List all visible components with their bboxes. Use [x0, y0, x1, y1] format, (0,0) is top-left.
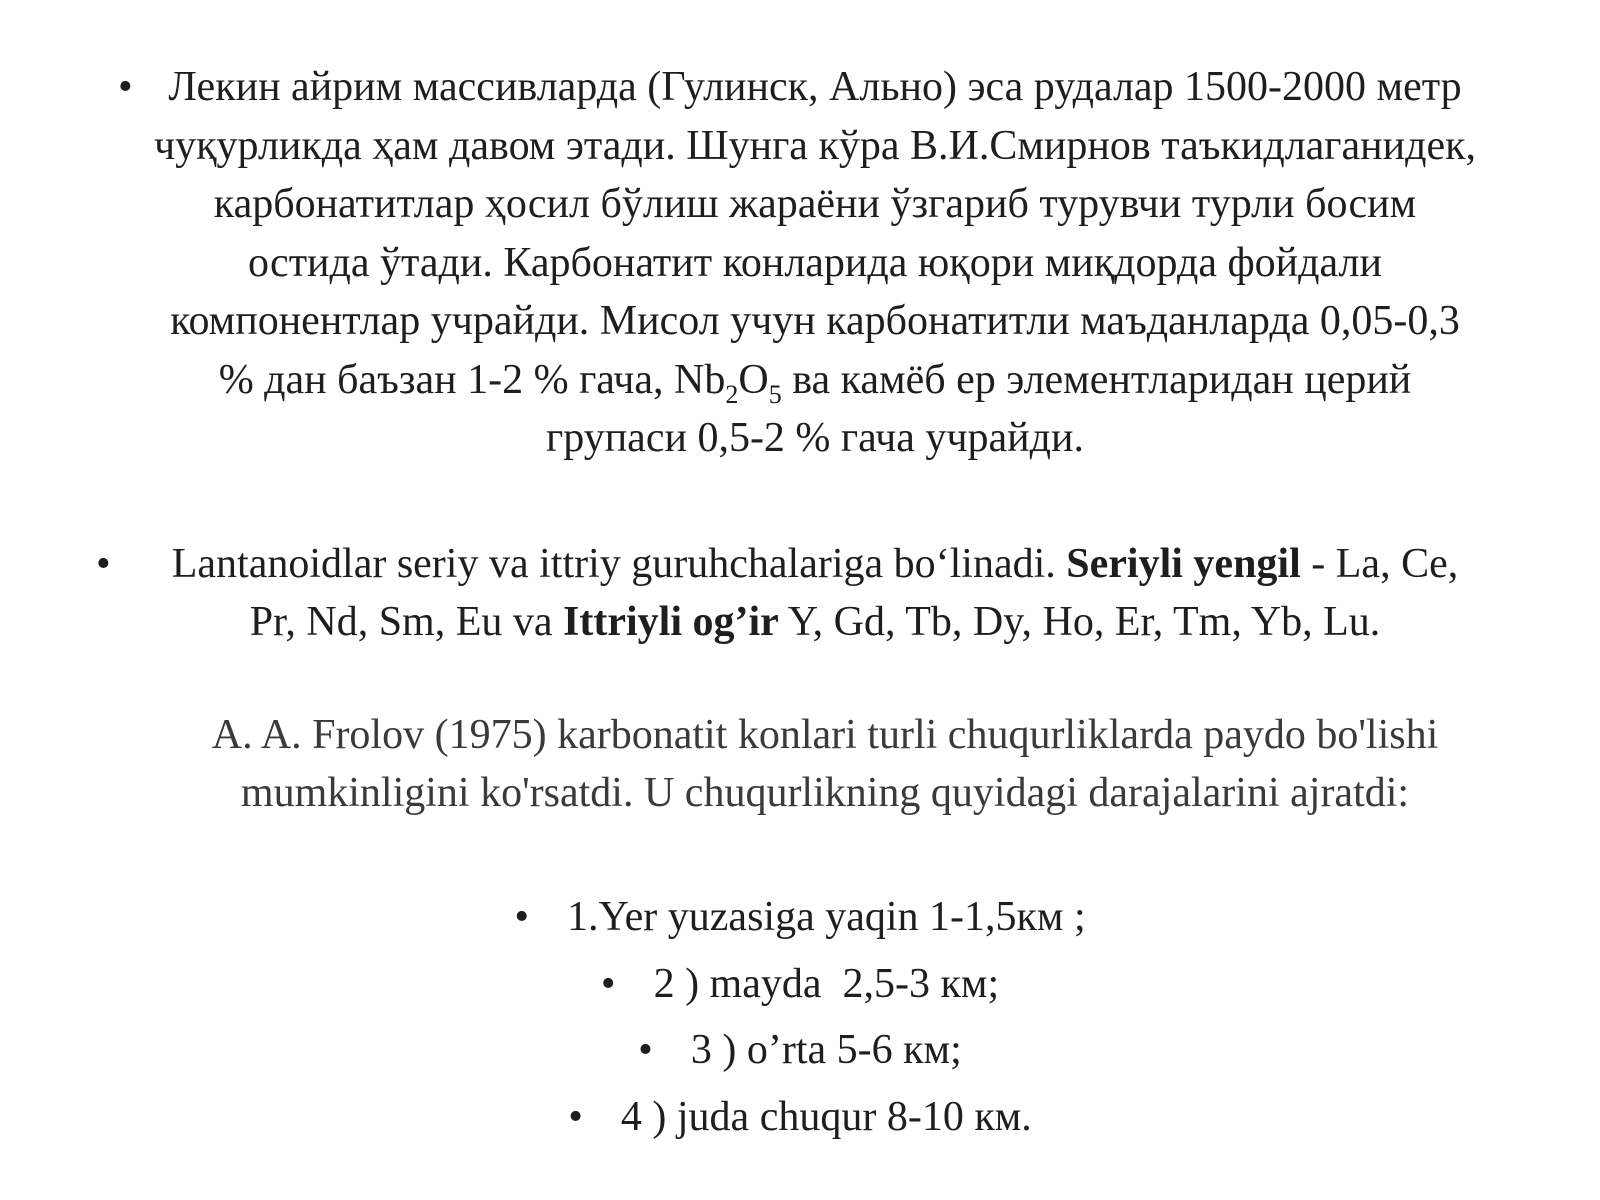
- lanthanoids-text-3: Y, Gd, Tb, Dy, Ho, Er, Tm, Yb, Lu.: [778, 599, 1381, 645]
- depth-level-2-bullet: •: [600, 961, 616, 1007]
- depth-level-2: [0, 955, 1600, 1013]
- paragraph-1-text: Лекин айрим массивларда (Гулинск, Ально) эса рудалар 1500-2000 метр чуқурликда ҳам давом этади. Шунга кўра В.И.Смирнов таъкидлаганидек, карбонатитлар ҳосил бўлиш жараёни ўзгариб турувчи турли босим остида ўтади. Карбонатит конларида юқори миқдорда фойдали компонентлар учрайди. Мисол учун карбонатитли маъданларда 0,05-0,3 % дан баъзан 1-2 % гача,: [153, 64, 1477, 403]
- depth-level-1: [0, 888, 1600, 946]
- frolov-text: A. A. Frolov (1975) karbonatit konlari turli chuqurliklarda paydo bo'lishi mumkinligini ko'rsatdi. U chuqurlikning quyidagi darajalarini ajratdi:: [211, 712, 1439, 816]
- depth-level-1-bullet: •: [514, 894, 530, 940]
- depth-level-3-text: 3 ) o’rta 5-6 км;: [690, 1027, 962, 1073]
- depth-level-3-bullet: •: [638, 1027, 653, 1073]
- paragraph-carbonatite-depth: [150, 58, 1480, 468]
- lanthanoids-text-2: - La, Ce, Pr, Nd, Sm, Eu va: [249, 541, 1459, 645]
- paragraph-1-text-after: ва камёб ер элементларидан церий групаси 0,5-2 % гача учрайди.: [546, 356, 1412, 461]
- bullet-marker-2: •: [96, 541, 111, 587]
- depth-level-1-text: 1.Yer yuzasiga yaqin 1-1,5км ;: [567, 894, 1086, 940]
- paragraph-frolov: [200, 706, 1450, 822]
- formula-nb2o5: $Nb_2O_5$: [674, 356, 782, 409]
- depth-level-4-text: 4 ) juda chuqur 8-10 км.: [620, 1094, 1032, 1140]
- heavy-series-label: Ittriyli og’ir: [563, 599, 779, 645]
- bullet-marker-1: •: [118, 64, 133, 110]
- paragraph-lanthanoids: [150, 535, 1480, 651]
- depth-level-4: [0, 1088, 1600, 1146]
- lanthanoids-text-1: Lantanoidlar seriy va ittriy guruhchalariga bo‘linadi.: [171, 541, 1067, 587]
- depth-level-2-text: 2 ) mayda 2,5-3 км;: [653, 961, 1000, 1007]
- light-series-label: Seriyli yengil: [1066, 541, 1301, 587]
- depth-level-3: [0, 1021, 1600, 1079]
- depth-level-4-bullet: •: [568, 1094, 583, 1140]
